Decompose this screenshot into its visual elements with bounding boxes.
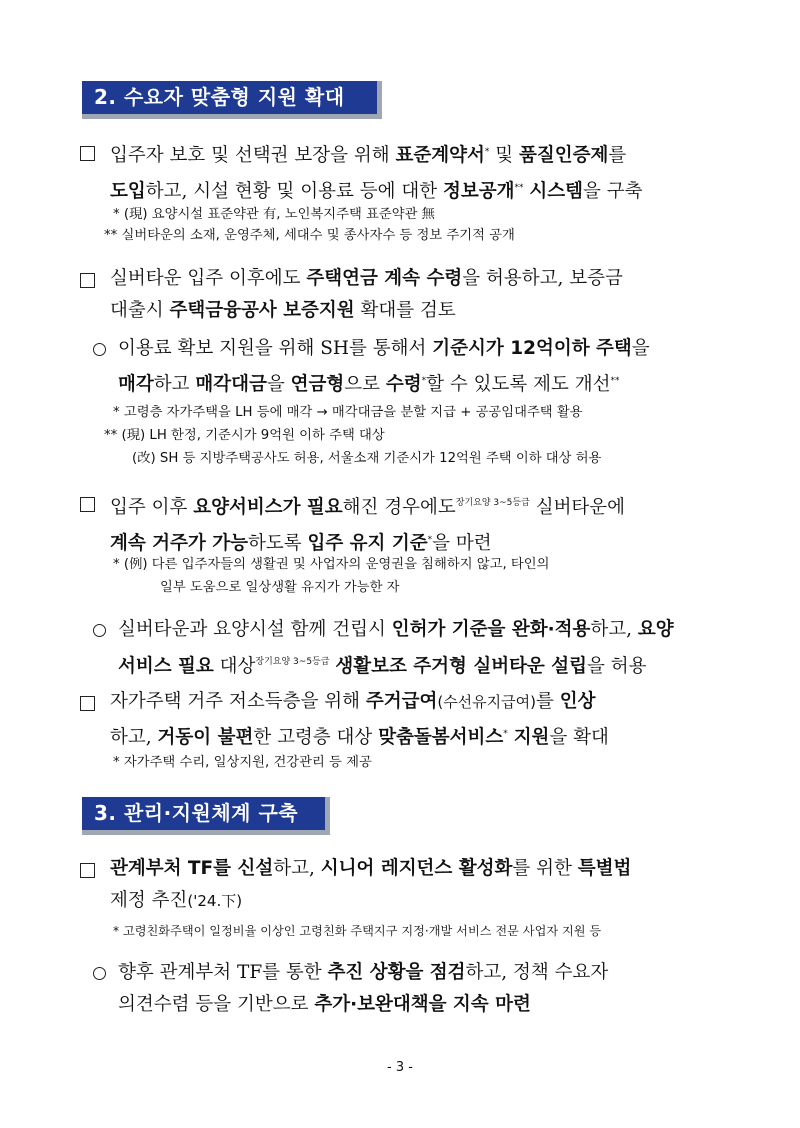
text-segment: 실버타운 입주 이후에도 [110, 268, 307, 289]
footnote: (改) SH 등 지방주택공사도 허용, 서울소재 기준시가 12억원 주택 이하 대상 허용 [132, 451, 602, 466]
text-segment: 장기요양 3~5등급 [455, 498, 530, 508]
text-segment: 한 고령층 대상 [253, 727, 379, 748]
text-segment: 대상 [213, 656, 256, 677]
text-segment: 하고, 시설 현황 및 이용료 등에 대한 [145, 181, 443, 202]
text-segment: 대출시 [110, 300, 170, 321]
text-segment: 를 [608, 145, 627, 166]
text-segment: 제정 추진 [110, 890, 188, 911]
text-segment: 실버타운과 요양시설 함께 건립시 [118, 619, 392, 640]
bold-text: 거동이 불편 [157, 727, 254, 748]
bold-text: 표준계약서 [395, 145, 485, 166]
text-segment: * [503, 729, 508, 739]
page-number: - 3 - [387, 1060, 413, 1075]
bold-text: 매각대금 [195, 374, 267, 395]
text-segment: 을 [266, 374, 291, 395]
bold-text: 요양 [637, 619, 674, 640]
bold-text: 요양서비스가 필요 [193, 497, 343, 518]
bold-text: 추진 상황을 점검 [327, 962, 466, 983]
text-segment: 하고, [110, 727, 158, 748]
text-segment: 장기요양 3~5등급 [255, 657, 330, 667]
footnote: * 고령친화주택이 일정비율 이상인 고령친화 주택지구 지정·개발 서비스 전문 사업자 지원 등 [113, 924, 602, 938]
circle-bullet-icon [93, 343, 106, 356]
text-segment: ** [610, 376, 620, 386]
paragraph-progress-check [118, 957, 698, 1021]
text-segment: 를 위한 [512, 858, 578, 879]
bold-text: 추가·보완대책을 지속 마련 [314, 994, 531, 1015]
text-segment: ** [514, 183, 524, 193]
checkbox-square-icon [80, 497, 95, 512]
footnote: * 자가주택 수리, 일상지원, 건강관리 등 제공 [113, 755, 372, 770]
paragraph-tf-special-law [110, 853, 695, 917]
footnote: * (現) 요양시설 표준약관 有, 노인복지주택 표준약관 無 [113, 207, 435, 222]
bold-text: 지원 [513, 727, 550, 748]
section-3-header [82, 797, 330, 835]
bold-text: 주거급여 [365, 691, 438, 712]
text-segment: ('24.下) [187, 892, 243, 910]
text-segment: * [421, 376, 427, 386]
paragraph-housing-pension [110, 263, 695, 327]
bold-text: 시니어 레지던스 활성화 [320, 858, 513, 879]
text-segment: 향후 관계부처 TF를 통한 [118, 962, 328, 983]
text-segment: 입주 이후 [110, 497, 194, 518]
text-segment: (수선유지급여) [437, 693, 536, 711]
text-segment: * [427, 535, 433, 545]
section-2-header [82, 81, 382, 119]
text-segment: 을 구축 [583, 181, 643, 202]
text-segment: 을 허용하고, 보증금 [462, 268, 623, 289]
paragraph-facility-permit [118, 614, 698, 683]
footnote: 일부 도움으로 일상생활 유지가 가능한 자 [160, 580, 400, 595]
text-segment: 하고 [153, 374, 196, 395]
text-segment: 의견수렴 등을 기반으로 [118, 994, 315, 1015]
text-segment: 을 확대 [549, 727, 609, 748]
bold-text: 관계부처 TF를 신설 [110, 858, 274, 879]
circle-bullet-icon [93, 624, 106, 637]
text-segment: 확대를 검토 [354, 300, 456, 321]
text-segment: 입주자 보호 및 선택권 보장을 위해 [110, 145, 396, 166]
text-segment: 및 [489, 145, 519, 166]
footnote: * (例) 다른 입주자들의 생활권 및 사업자의 운영권을 침해하지 않고, 타인의 [113, 557, 550, 572]
paragraph-standard-contract [110, 136, 695, 208]
text-segment: 자가주택 거주 저소득층을 위해 [110, 691, 366, 712]
checkbox-square-icon [80, 863, 95, 878]
text-segment: 을 허용 [587, 656, 647, 677]
footnote: ** (現) LH 한정, 기준시가 9억원 이하 주택 대상 [104, 428, 385, 443]
bold-text: 도입 [110, 181, 146, 202]
bold-text: 품질인증제 [518, 145, 609, 166]
bold-text: 서비스 필요 [118, 656, 214, 677]
bold-text: 인상 [559, 691, 596, 712]
section-2-title: 2. 수요자 맞춤형 지원 확대 [94, 85, 345, 109]
bold-text: 맞춤돌봄서비스 [378, 727, 504, 748]
text-segment: 하고, 정책 수요자 [465, 962, 609, 983]
paragraph-sh-purchase [118, 333, 698, 401]
text-segment: 하고, [590, 619, 638, 640]
bold-text: 수령 [385, 374, 422, 395]
footnote: * 고령층 자가주택을 LH 등에 매각 → 매각대금을 분할 지급 + 공공임대주택 활용 [113, 405, 583, 420]
checkbox-square-icon [80, 146, 95, 161]
text-segment: 이용료 확보 지원을 위해 SH를 통해서 [118, 338, 433, 359]
bold-text: 생활보조 주거형 실버타운 설립 [335, 656, 587, 677]
text-segment: 으로 [344, 374, 386, 395]
paragraph-care-service [110, 487, 695, 560]
bold-text: 기준시가 12억이하 주택 [432, 338, 632, 359]
bold-text: 정보공개 [443, 181, 515, 202]
text-segment: 해진 경우에도 [342, 497, 456, 518]
section-3-title: 3. 관리·지원체계 구축 [94, 801, 299, 825]
text-segment: 를 [536, 691, 560, 712]
bold-text: 연금형 [290, 374, 345, 395]
paragraph-housing-benefit [110, 686, 695, 754]
text-segment: 실버타운에 [529, 497, 626, 518]
text-segment: 하도록 [247, 533, 308, 554]
bold-text: 매각 [118, 374, 154, 395]
checkbox-square-icon [80, 273, 95, 288]
bold-text: 입주 유지 기준 [307, 533, 428, 554]
circle-bullet-icon [93, 967, 106, 980]
text-segment: 하고, [273, 858, 321, 879]
bold-text: 주택연금 계속 수령 [306, 268, 463, 289]
footnote: ** 실버타운의 소재, 운영주체, 세대수 및 종사자수 등 정보 주기적 공개 [104, 228, 515, 243]
text-segment: * [484, 147, 490, 157]
text-segment: 을 마련 [432, 533, 492, 554]
bold-text: 계속 거주가 가능 [110, 533, 248, 554]
checkbox-square-icon [80, 696, 95, 711]
text-segment: 을 [631, 338, 650, 359]
bold-text: 주택금융공사 보증지원 [169, 300, 355, 321]
bold-text: 특별법 [577, 858, 632, 879]
bold-text: 시스템 [529, 181, 583, 202]
bold-text: 인허가 기준을 완화·적용 [391, 619, 591, 640]
text-segment: 할 수 있도록 제도 개선 [426, 374, 611, 395]
